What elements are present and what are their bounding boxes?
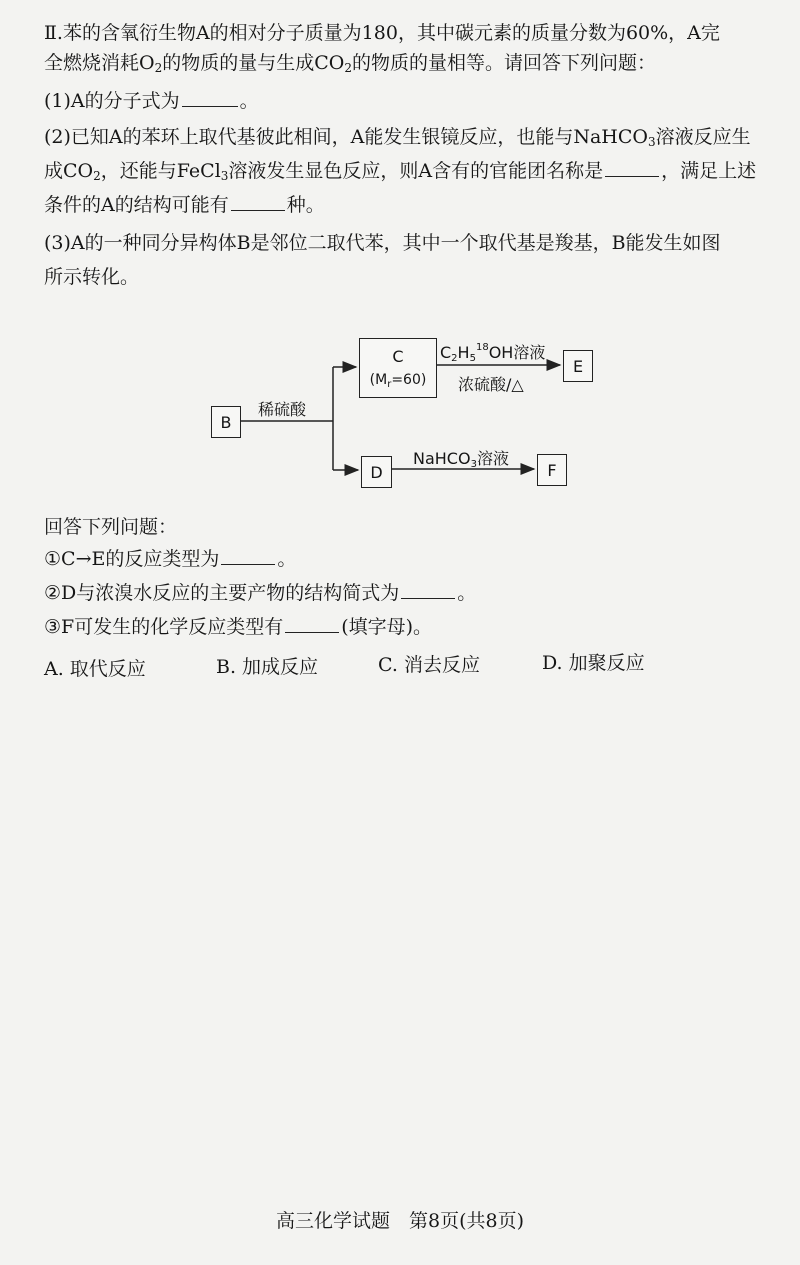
compound-e-box	[563, 350, 593, 382]
sub-question-2	[44, 580, 476, 606]
question-1-suffix: 。	[239, 90, 259, 112]
sub-question-1-text: ①C→E的反应类型为	[44, 548, 220, 570]
sub-question-1	[44, 546, 296, 572]
compound-d-box	[361, 456, 392, 488]
sub-question-3-suffix: (填字母)。	[341, 616, 433, 638]
reagent-text: 溶液	[476, 449, 509, 468]
reagent-conc-sulfuric-heat	[458, 372, 524, 395]
compound-c-label: C	[392, 346, 404, 366]
reagent-nahco3	[413, 446, 509, 470]
reagent-dilute-sulfuric-acid	[258, 397, 306, 420]
subscript: 2	[451, 353, 458, 364]
subscript: 3	[220, 169, 229, 183]
subscript: 2	[344, 61, 352, 75]
subscript: 5	[469, 353, 476, 364]
question-2-text-2a: 成CO	[44, 160, 94, 182]
reagent-ethanol-18o	[440, 340, 545, 364]
mr-text-a: (M	[369, 371, 388, 388]
answer-blank-6[interactable]	[285, 614, 339, 633]
compound-e-label: E	[572, 356, 584, 376]
superscript: 18	[475, 342, 489, 353]
question-2-text-2c: 溶液发生显色反应，则A含有的官能团名称是	[228, 160, 604, 182]
subscript: 2	[154, 61, 163, 75]
reagent-text: H	[457, 343, 470, 362]
sub-question-1-suffix: 。	[277, 548, 297, 570]
compound-d-label: D	[370, 462, 383, 482]
subscript: 3	[470, 459, 477, 470]
question-3-text-1: (3)A的一种同分异构体B是邻位二取代苯，其中一个取代基是羧基，B能发生如图	[44, 232, 721, 254]
reagent-text: OH溶液	[488, 343, 546, 362]
compound-f-box	[537, 454, 567, 486]
option-c[interactable]: C. 消去反应	[378, 654, 480, 676]
reagent-b-text: 稀硫酸	[258, 400, 307, 419]
question-2-text-3b: 种。	[286, 194, 325, 216]
answer-blank-5[interactable]	[401, 580, 455, 599]
intro-text-1: Ⅱ.苯的含氧衍生物A的相对分子质量为180，其中碳元素的质量分数为60%，A完	[44, 22, 720, 44]
sub-question-2-text: ②D与浓溴水反应的主要产物的结构简式为	[44, 582, 400, 604]
question-3-text-2: 所示转化。	[44, 266, 140, 288]
question-1-text: (1)A的分子式为	[44, 90, 180, 112]
compound-c-mr	[370, 372, 427, 390]
subscript: 2	[93, 169, 101, 183]
option-d[interactable]: D. 加聚反应	[542, 652, 645, 674]
intro-text-2b: 的物质的量与生成CO	[162, 52, 345, 74]
intro-text-2c: 的物质的量相等。请回答下列问题：	[351, 52, 656, 74]
subscript: r	[387, 378, 392, 390]
reagent-text: NaHCO	[413, 449, 471, 468]
answer-blank-4[interactable]	[221, 546, 275, 565]
footer-text: 高三化学试题 第8页(共8页)	[275, 1210, 524, 1232]
subscript: 3	[648, 135, 656, 149]
page-footer	[0, 1206, 800, 1233]
reagent-text: C	[440, 343, 452, 362]
answer-intro-text: 回答下列问题：	[44, 516, 178, 538]
question-2-text-2d: ，满足上述	[661, 160, 757, 182]
question-2-text-3a: 条件的A的结构可能有	[44, 194, 229, 216]
option-b[interactable]: B. 加成反应	[216, 656, 319, 678]
sub-question-3	[44, 614, 432, 640]
intro-text-2a: 全燃烧消耗O	[44, 52, 155, 74]
sub-question-3-text: ③F可发生的化学反应类型有	[44, 616, 284, 638]
sub-question-2-suffix: 。	[457, 582, 477, 604]
question-2-text-2b: ，还能与FeCl	[100, 160, 221, 182]
compound-f-label: F	[547, 460, 557, 480]
reagent-text: 浓硫酸/△	[458, 375, 524, 394]
compound-b-box	[211, 406, 241, 438]
compound-b-label: B	[220, 412, 232, 432]
question-2-text-1b: 溶液反应生	[655, 126, 751, 148]
question-2-text-1a: (2)已知A的苯环上取代基彼此相间，A能发生银镜反应，也能与NaHCO	[44, 126, 648, 148]
mr-text-b: =60)	[391, 371, 427, 388]
answer-intro	[44, 514, 177, 540]
option-a[interactable]: A. 取代反应	[44, 658, 146, 680]
reaction-arrows	[0, 0, 800, 520]
compound-c-box	[359, 338, 437, 398]
